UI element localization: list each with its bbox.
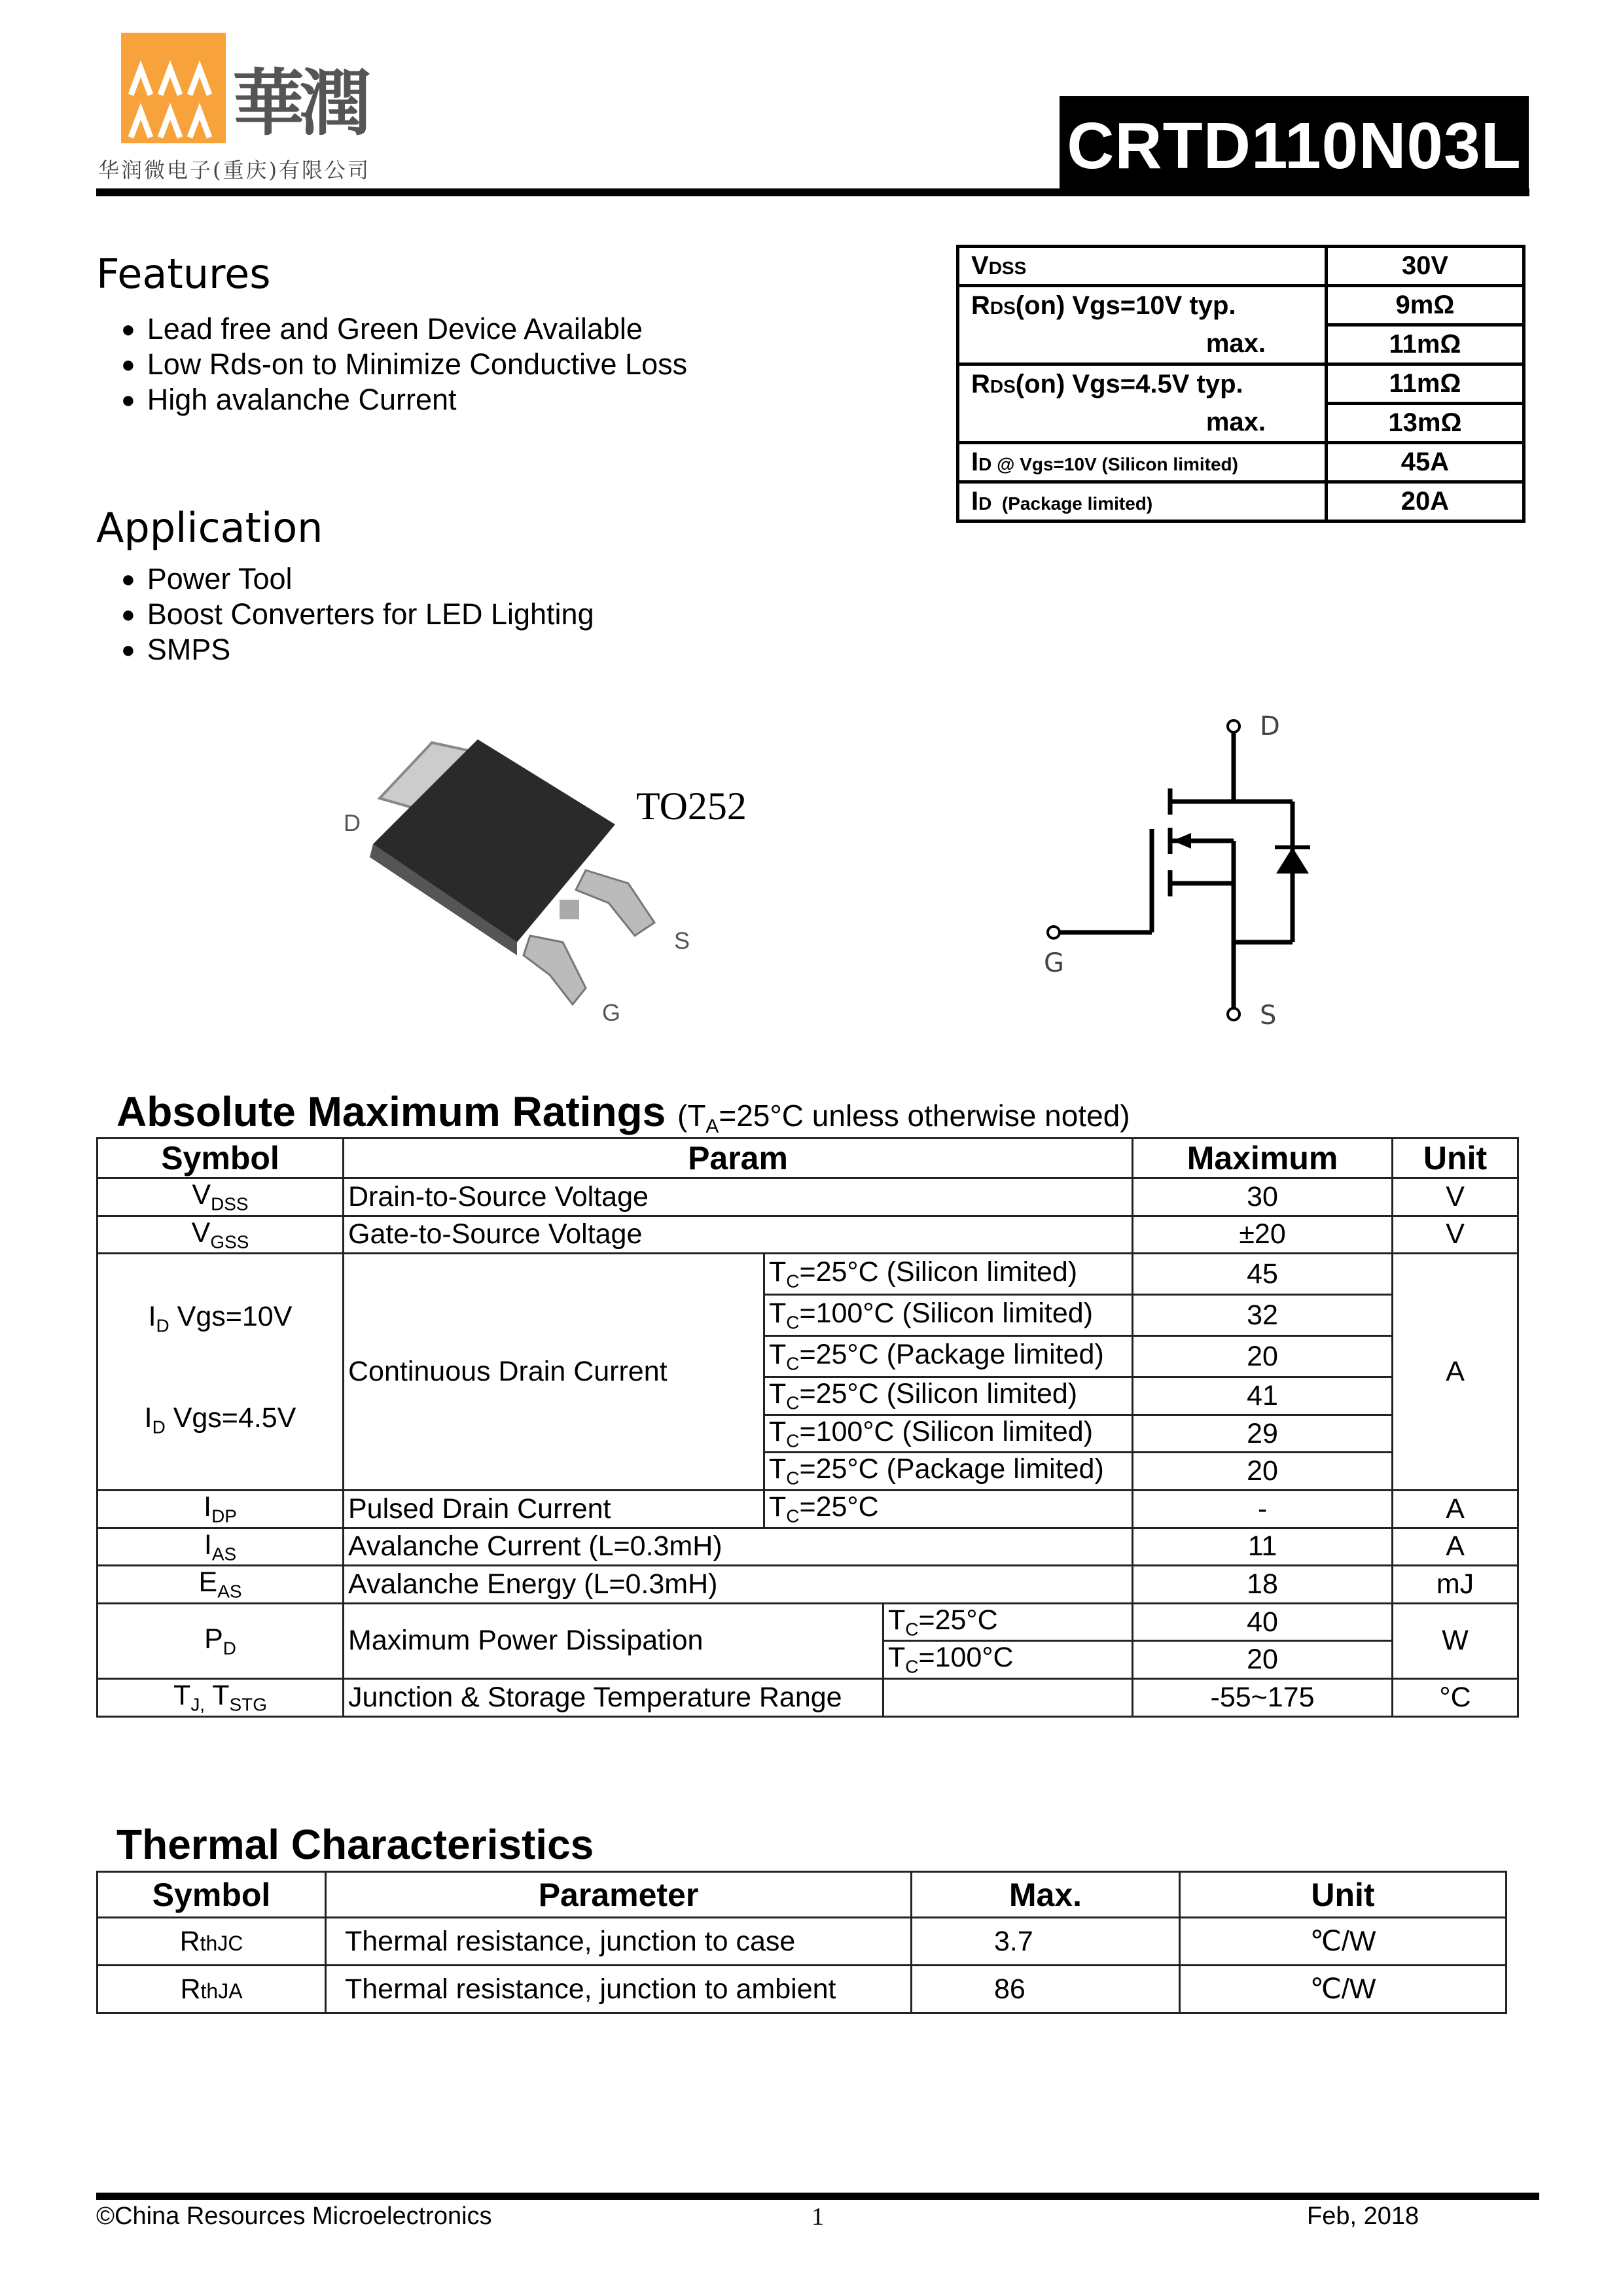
text: 11mΩ: [1327, 325, 1524, 364]
text: T: [888, 1604, 906, 1636]
text: Thermal resistance, junction to ambient: [326, 1966, 912, 2013]
pin-d-label: D: [344, 809, 361, 836]
text: Junction & Storage Temperature Range: [344, 1678, 883, 1716]
table-cell: [958, 443, 1327, 482]
text: Maximum: [1133, 1139, 1393, 1178]
feature-item: ● High avalanche Current: [121, 382, 687, 417]
text: C: [786, 1430, 800, 1451]
table-row: [98, 1490, 1518, 1528]
text: @ Vgs=10V (Silicon limited): [991, 454, 1238, 474]
text: =100°C: [918, 1642, 1014, 1674]
text: =25°C: [799, 1491, 879, 1523]
text: 30V: [1327, 247, 1524, 286]
table-cell: [98, 1178, 344, 1216]
text: I: [204, 1528, 212, 1561]
application-item: ● Power Tool: [121, 561, 594, 597]
table-cell: [98, 1566, 344, 1604]
spec-row: [958, 482, 1524, 521]
text: =25°C (Silicon limited): [799, 1378, 1078, 1410]
text: =25°C: [918, 1604, 998, 1636]
text: T: [769, 1297, 787, 1329]
text: V: [191, 1216, 211, 1248]
text: 9mΩ: [1327, 286, 1524, 325]
text: Vgs=4.5V: [165, 1402, 296, 1434]
spec-row: [958, 325, 1524, 364]
text: 29: [1133, 1415, 1393, 1453]
text: D: [156, 1315, 169, 1336]
text: 32: [1133, 1295, 1393, 1336]
text: E: [198, 1566, 218, 1598]
text: I: [144, 1402, 152, 1434]
table-cell: [98, 1254, 344, 1491]
table-row: [98, 1966, 1507, 2013]
table-row: [98, 1603, 1518, 1641]
table-cell: [958, 247, 1327, 286]
text: Maximum Power Dissipation: [344, 1603, 883, 1678]
text: Avalanche Current (L=0.3mH): [344, 1528, 1133, 1566]
text: max.: [958, 404, 1327, 443]
text: 20: [1133, 1641, 1393, 1679]
text: R: [971, 291, 990, 321]
text: P: [204, 1623, 223, 1655]
text: T: [769, 1491, 787, 1523]
text: Vgs=10V: [169, 1300, 293, 1332]
text: A: [705, 1116, 719, 1138]
text: C: [786, 1312, 800, 1333]
spec-row: [958, 286, 1524, 325]
text: 20: [1133, 1336, 1393, 1377]
gate-label: G: [1044, 948, 1064, 978]
text: T: [769, 1256, 787, 1288]
text: R: [180, 1973, 201, 2005]
package-name: TO252: [636, 785, 747, 828]
text: thJC: [200, 1931, 243, 1955]
table-row: [98, 1216, 1518, 1254]
text: Pulsed Drain Current: [344, 1490, 764, 1528]
features-list: [121, 311, 687, 417]
text: T: [769, 1338, 787, 1370]
text: T: [205, 1679, 230, 1711]
table-cell: [98, 1528, 344, 1566]
text: 45A: [1327, 443, 1524, 482]
table-row: [98, 1678, 1518, 1716]
text: (Package limited): [991, 493, 1153, 514]
pin-s-label: S: [674, 927, 690, 954]
text: C: [905, 1619, 919, 1640]
page-number: 1: [812, 2203, 824, 2231]
text: T: [173, 1679, 191, 1711]
text: C: [786, 1506, 800, 1527]
table-row: [98, 1566, 1518, 1604]
text: Param: [344, 1139, 1133, 1178]
text: 3.7: [912, 1918, 1180, 1966]
drain-label: D: [1260, 711, 1280, 741]
table-cell: [764, 1336, 1133, 1377]
text: T: [769, 1453, 787, 1485]
text: STG: [229, 1694, 267, 1715]
text: Thermal resistance, junction to case: [326, 1918, 912, 1966]
application-heading: Application: [96, 504, 323, 552]
key-spec-table: [956, 245, 1525, 523]
table-cell: [98, 1490, 344, 1528]
spec-row: [958, 247, 1524, 286]
text: 41: [1133, 1377, 1393, 1415]
text: (on) Vgs=10V typ.: [1015, 291, 1236, 321]
logo-mark-icon: [121, 33, 226, 143]
table-cell: [764, 1254, 1133, 1295]
text: Symbol: [98, 1139, 344, 1178]
part-number-title: CRTD110N03L: [1060, 96, 1529, 196]
table-cell: [98, 1966, 326, 2013]
amr-heading: [116, 1087, 1130, 1138]
table-cell: [764, 1415, 1133, 1453]
footer-rule: [96, 2193, 1539, 2200]
pin-g-label: G: [602, 999, 621, 1026]
text: Drain-to-Source Voltage: [344, 1178, 1133, 1216]
text: D: [152, 1417, 166, 1438]
source-label: S: [1260, 1000, 1277, 1031]
table-cell: [883, 1678, 1133, 1716]
text: DS: [990, 376, 1016, 397]
text: T: [769, 1378, 787, 1410]
text: (on) Vgs=4.5V typ.: [1015, 370, 1243, 399]
text: -: [1133, 1490, 1393, 1528]
features-heading: Features: [96, 250, 271, 298]
text: 20: [1133, 1453, 1393, 1491]
text: 40: [1133, 1603, 1393, 1641]
text: thJA: [200, 1979, 243, 2003]
table-cell: [883, 1603, 1133, 1641]
text: W: [1393, 1603, 1518, 1678]
text: C: [786, 1468, 800, 1489]
text: D: [978, 493, 992, 514]
footer-copyright: ©China Resources Microelectronics: [96, 2202, 492, 2230]
text: 45: [1133, 1254, 1393, 1295]
text: A: [1393, 1490, 1518, 1528]
text: 20A: [1327, 482, 1524, 521]
thermal-heading: Thermal Characteristics: [116, 1821, 594, 1868]
text: V: [1393, 1216, 1518, 1254]
application-item: ● SMPS: [121, 632, 594, 667]
table-cell: [98, 1678, 344, 1716]
text: 86: [912, 1966, 1180, 2013]
table-cell: [764, 1377, 1133, 1415]
text: 11mΩ: [1327, 364, 1524, 404]
text: 13mΩ: [1327, 404, 1524, 443]
text: 11: [1133, 1528, 1393, 1566]
absolute-max-ratings-table: [96, 1137, 1519, 1718]
text: ℃/W: [1180, 1918, 1507, 1966]
table-cell: [98, 1603, 344, 1678]
text: I: [204, 1491, 212, 1523]
text: Continuous Drain Current: [344, 1254, 764, 1491]
text: Max.: [912, 1872, 1180, 1918]
table-row: [98, 1254, 1518, 1295]
text: Parameter: [326, 1872, 912, 1918]
text: GSS: [210, 1231, 249, 1252]
text: R: [971, 370, 990, 399]
text: V: [971, 251, 989, 280]
company-name-cn: 华润微电子(重庆)有限公司: [98, 158, 370, 183]
table-cell: [764, 1490, 1133, 1528]
mosfet-symbol-icon: [1027, 710, 1335, 1031]
text: A: [1393, 1254, 1518, 1491]
text: ±20: [1133, 1216, 1393, 1254]
thermal-table: [96, 1871, 1507, 2014]
text: Absolute Maximum Ratings: [116, 1088, 666, 1135]
text: C: [905, 1656, 919, 1677]
text: =100°C (Silicon limited): [799, 1297, 1094, 1329]
to252-package-image: [327, 726, 785, 1040]
text: 18: [1133, 1566, 1393, 1604]
text: =25°C (Silicon limited): [799, 1256, 1078, 1288]
text: T: [769, 1415, 787, 1447]
text: mJ: [1393, 1566, 1518, 1604]
text: =25°C (Package limited): [799, 1453, 1104, 1485]
text: 30: [1133, 1178, 1393, 1216]
text: =100°C (Silicon limited): [799, 1415, 1094, 1447]
text: I: [971, 487, 979, 516]
feature-item: ● Lead free and Green Device Available: [121, 311, 687, 347]
text: max.: [958, 325, 1327, 364]
text: °C: [1393, 1678, 1518, 1716]
text: D: [978, 454, 992, 474]
text: =25°C unless otherwise noted): [719, 1099, 1130, 1133]
spec-row: [958, 364, 1524, 404]
text: -55~175: [1133, 1678, 1393, 1716]
text: DS: [990, 298, 1016, 319]
feature-item: ● Low Rds-on to Minimize Conductive Loss: [121, 347, 687, 382]
text: C: [786, 1392, 800, 1413]
text: (T: [677, 1099, 706, 1133]
text: Unit: [1393, 1139, 1518, 1178]
table-cell: [958, 286, 1327, 325]
text: Unit: [1180, 1872, 1507, 1918]
table-row: [98, 1528, 1518, 1566]
company-logo: [121, 33, 226, 143]
text: A: [1393, 1528, 1518, 1566]
text: DSS: [211, 1193, 249, 1214]
table-cell: [98, 1918, 326, 1966]
text: C: [786, 1353, 800, 1374]
header-rule: [96, 188, 1529, 196]
text: V: [192, 1179, 211, 1210]
text: I: [148, 1300, 156, 1332]
text: I: [971, 448, 979, 476]
table-header-row: [98, 1139, 1518, 1178]
text: Avalanche Energy (L=0.3mH): [344, 1566, 1133, 1604]
table-header-row: [98, 1872, 1507, 1918]
text: =25°C (Package limited): [799, 1338, 1104, 1370]
table-cell: [764, 1295, 1133, 1336]
text: C: [786, 1271, 800, 1292]
table-row: [98, 1178, 1518, 1216]
spec-row: [958, 443, 1524, 482]
text: ℃/W: [1180, 1966, 1507, 2013]
application-list: [121, 561, 594, 667]
text: Gate-to-Source Voltage: [344, 1216, 1133, 1254]
footer-date: Feb, 2018: [1307, 2202, 1419, 2230]
text: D: [223, 1638, 236, 1659]
application-item: ● Boost Converters for LED Lighting: [121, 597, 594, 632]
text: DSS: [988, 258, 1027, 278]
text: V: [1393, 1178, 1518, 1216]
table-cell: [958, 482, 1327, 521]
text: Symbol: [98, 1872, 326, 1918]
logo-chinese-name: 華潤: [232, 61, 366, 145]
table-row: [98, 1918, 1507, 1966]
text: R: [179, 1925, 200, 1957]
table-cell: [883, 1641, 1133, 1679]
table-cell: [98, 1216, 344, 1254]
table-cell: [764, 1453, 1133, 1491]
spec-row: [958, 404, 1524, 443]
text: AS: [217, 1581, 242, 1602]
text: T: [888, 1642, 906, 1674]
table-cell: [958, 364, 1327, 404]
text: DP: [211, 1506, 237, 1527]
text: AS: [211, 1544, 237, 1564]
text: J,: [190, 1694, 205, 1715]
